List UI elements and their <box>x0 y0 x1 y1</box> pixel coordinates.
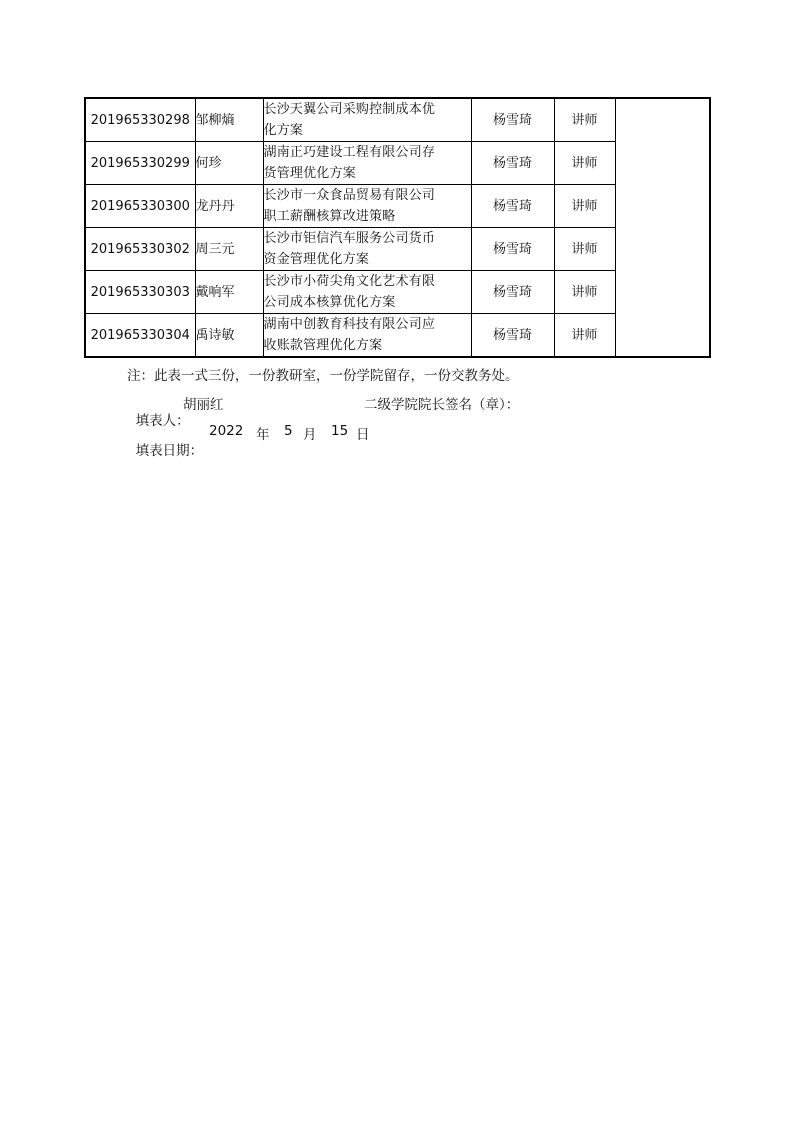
topic-line-2: 收账款管理优化方案 <box>263 338 383 353</box>
topic-line-2: 公司成本核算优化方案 <box>263 295 396 310</box>
date-year: 2022 <box>209 423 244 439</box>
date-month-unit: 月 <box>303 427 317 443</box>
topic-line-2: 职工薪酬核算改进策略 <box>263 209 396 224</box>
topic-line-2: 资金管理优化方案 <box>263 252 370 267</box>
student-id-cell: 201965330298 <box>85 98 195 142</box>
filler-label: 填表人： <box>135 413 190 429</box>
date-day: 15 <box>331 423 349 439</box>
distribution-note: 注：此表一式三份，一份教研室，一份学院留存，一份交教务处。 <box>127 368 519 384</box>
advisor-cell: 杨雪琦 <box>471 314 554 358</box>
date-label: 填表日期： <box>135 443 204 459</box>
topic-line-1: 长沙市一众食品贸易有限公司 <box>263 188 436 203</box>
student-topic-table <box>84 97 711 358</box>
student-id-cell: 201965330303 <box>85 271 195 314</box>
filler-name: 胡丽红 <box>183 397 224 413</box>
thesis-topic-cell <box>263 142 471 185</box>
student-name-cell: 禹诗敏 <box>195 314 263 358</box>
thesis-topic-cell <box>263 228 471 271</box>
table-row <box>85 98 710 142</box>
topic-line-1: 湖南正巧建设工程有限公司存 <box>263 145 436 160</box>
topic-line-1: 长沙市小荷尖角文化艺术有限 <box>263 274 436 289</box>
topic-line-2: 化方案 <box>263 123 304 138</box>
advisor-cell: 杨雪琦 <box>471 185 554 228</box>
dean-signature-label: 二级学院院长签名（章）： <box>364 397 520 413</box>
date-row <box>127 423 203 459</box>
student-id-cell: 201965330304 <box>85 314 195 358</box>
topic-line-2: 货管理优化方案 <box>263 166 356 181</box>
student-name-cell: 邹柳熵 <box>195 98 263 142</box>
advisor-title-cell: 讲师 <box>554 271 615 314</box>
student-name-cell: 何珍 <box>195 142 263 185</box>
topic-line-1: 湖南中创教育科技有限公司应 <box>263 317 436 332</box>
student-id-cell: 201965330300 <box>85 185 195 228</box>
thesis-topic-cell <box>263 98 471 142</box>
date-month: 5 <box>284 423 293 439</box>
student-id-cell: 201965330299 <box>85 142 195 185</box>
advisor-cell: 杨雪琦 <box>471 98 554 142</box>
advisor-title-cell: 讲师 <box>554 228 615 271</box>
student-id-cell: 201965330302 <box>85 228 195 271</box>
thesis-topic-cell <box>263 185 471 228</box>
advisor-title-cell: 讲师 <box>554 98 615 142</box>
date-day-unit: 日 <box>356 427 370 443</box>
thesis-topic-cell <box>263 314 471 358</box>
advisor-title-cell: 讲师 <box>554 314 615 358</box>
topic-line-1: 长沙市钜信汽车服务公司货币 <box>263 231 436 246</box>
advisor-cell: 杨雪琦 <box>471 228 554 271</box>
topic-line-1: 长沙天翼公司采购控制成本优 <box>263 102 436 117</box>
advisor-cell: 杨雪琦 <box>471 142 554 185</box>
student-name-cell: 周三元 <box>195 228 263 271</box>
advisor-title-cell: 讲师 <box>554 185 615 228</box>
advisor-title-cell: 讲师 <box>554 142 615 185</box>
advisor-cell: 杨雪琦 <box>471 271 554 314</box>
student-name-cell: 龙丹丹 <box>195 185 263 228</box>
student-name-cell: 戴响军 <box>195 271 263 314</box>
remarks-cell <box>615 98 710 357</box>
date-year-unit: 年 <box>256 427 270 443</box>
thesis-topic-cell <box>263 271 471 314</box>
